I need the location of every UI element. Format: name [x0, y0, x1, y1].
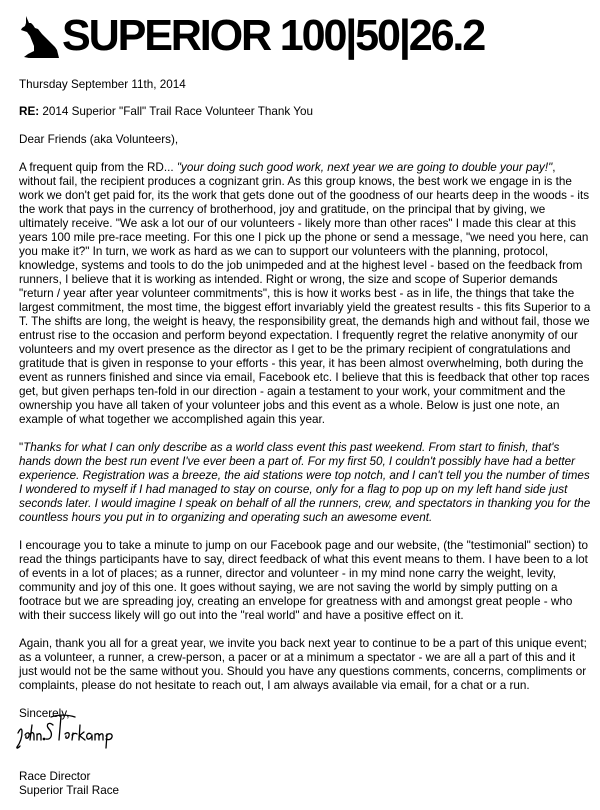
- letter-body: [19, 78, 591, 735]
- testimonial-text: Thanks for what I can only describe as a world class event this past weekend. From start to finish, that's hands down the best run event I've ever been a part of. For my first 50, I couldn't possibly have had a better experience. Registration was a breeze, the aid stations were top notch, and I can't tell you the number of times I wondered to myself if I had managed to stay on course, only for a flag to pop up on my left hand side just seconds later. I would imagine I speak on behalf of all the runners, crew, and spectators in thanking you for the countless hours you put in to organizing and operating such an awesome event.: [19, 441, 591, 524]
- banner-title: SUPERIOR 100|50|26.2: [62, 11, 485, 60]
- closing: Sincerely,: [19, 707, 70, 720]
- subject-label: RE:: [19, 105, 40, 118]
- testimonial-open-quote: ": [19, 441, 24, 454]
- sender-block: [19, 770, 119, 798]
- greeting: Dear Friends (aka Volunteers),: [19, 133, 179, 146]
- paragraph-4: Again, thank you all for a great year, we invite you back next year to continue to be a part of this unique event; as a volunteer, a runner, a crew-person, a pacer or at a minimum a spectator - we are all a part of this and it just would not be the same without you. Should you have any questions comments, concerns, compliments or complaints, please do not hesitate to reach out, I am always available via email, for a chat or a run.: [19, 637, 587, 692]
- sender-title: Race Director: [19, 770, 91, 783]
- letterhead: [18, 11, 584, 60]
- testimonial-paragraph: [19, 441, 591, 525]
- paragraph-1: [19, 161, 591, 427]
- subject-text: 2014 Superior "Fall" Trail Race Volunteer Thank You: [39, 105, 313, 118]
- sender-organization: Superior Trail Race: [19, 784, 120, 797]
- paragraph-3: I encourage you to take a minute to jump on our Facebook page and our website, (the "testimonial" section) to read the things participants have to say, direct feedback of what this event means to them. I have been to a lot of events in a lot of places; as a runner, director and volunteer - in my mind none carry the weight, levity, community and joy of this one. It goes without saying, we are not saving the world by simply putting on a footrace but we are spreading joy, creating an envelope for greatness with and amongst great people - who with their success likely will go out into the "real world" and have a positive effect on it.: [19, 539, 588, 622]
- howling-wolf-icon: [18, 14, 60, 58]
- handwritten-signature: [15, 703, 140, 751]
- letter-date: Thursday September 11th, 2014: [19, 78, 186, 91]
- rd-quip: "your doing such good work, next year we are going to double your pay!": [176, 161, 553, 174]
- paragraph-1-intro: A frequent quip from the RD...: [19, 161, 177, 174]
- subject-line: [19, 105, 591, 119]
- paragraph-1-text: , without fail, the recipient produces a cognizant grin. As this group knows, the best work we engage in is the work we don't get paid for, its the work that gets done out of the goodness of our hearts deep in the woods - its the work that pays in the currency of brotherhood, joy and gratitude, on the principal that by giving, we ultimately receive. "We ask a lot our of our volunteers - likely more than other races" I made this clear at this years 100 mile pre-race meeting. For this one I pick up the phone or send a message, "we need you here, can you make it?" In turn, we work as hard as we can to support our volunteers with the planning, protocol, knowledge, systems and tools to do the job unimpeded and at the highest level - based on the feedback from runners, I believe that it is working as intended. Right or wrong, the size and scope of Superior demands "return / year after year volunteer commitments", this is how it works best - as in life, the things that take the largest commitment, the most time, the biggest effort invariably yield the greatest results - this fits Superior to a T. The shifts are long, the weight is heavy, the responsibility great, the demands high and without fail, those we entrust rise to the occasion and perform beyond expectation. I frequently regret the relative anonymity of our volunteers and my overt presence as the director as I get to be the primary recipient of congratulations and gratitude that is given in response to your efforts - this year, it has been almost overwhelming, both during the event as runners finished and since via email, Facebook etc. I believe that this is feedback that other top races get, but given perhaps ten-fold in our direction - again a testament to your work, your commitment and the ownership you have all taken of your volunteer jobs and this event as a whole. Below is just one note, an example of what together we accomplished again this year.: [19, 161, 591, 426]
